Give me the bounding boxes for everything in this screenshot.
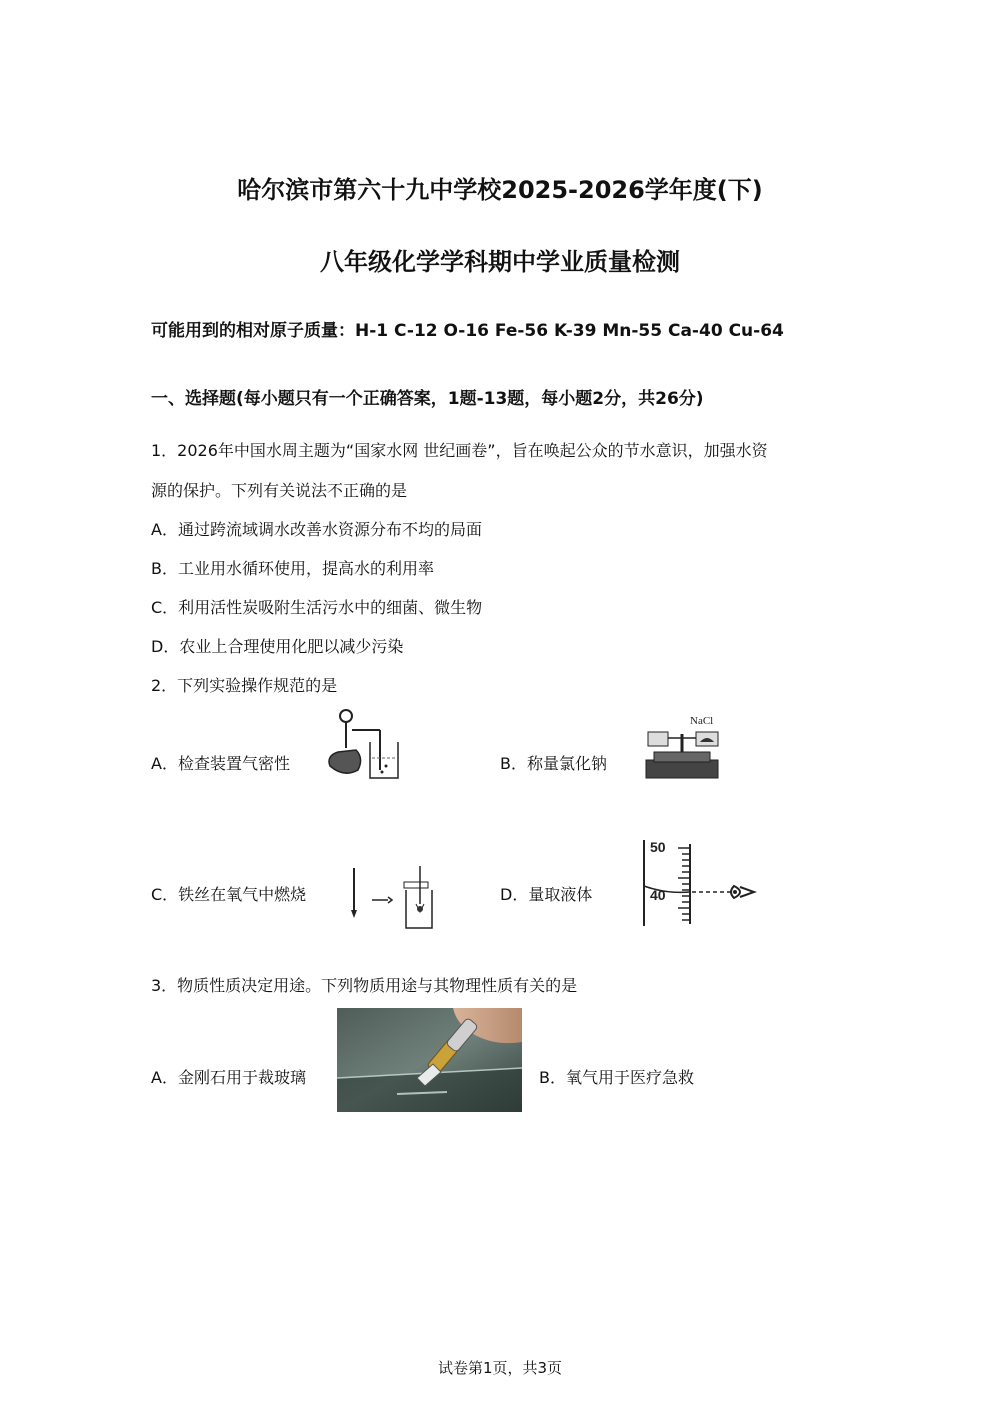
q2-option-d: D．量取液体 xyxy=(500,885,593,904)
q1-stem-line2: 源的保护。下列有关说法不正确的是 xyxy=(151,481,408,500)
q3-option-a: A．金刚石用于裁玻璃 xyxy=(151,1068,306,1087)
page-footer: 试卷第1页，共3页 xyxy=(437,1359,563,1377)
airtightness-check-figure xyxy=(322,708,404,782)
q1-option-d: D．农业上合理使用化肥以减少污染 xyxy=(151,637,404,656)
q1-option-c: C．利用活性炭吸附生活污水中的细菌、微生物 xyxy=(151,598,483,617)
exam-title: 哈尔滨市第六十九中学校2025-2026学年度(下) xyxy=(237,176,763,204)
q1-option-b: B．工业用水循环使用，提高水的利用率 xyxy=(151,559,434,578)
q3-stem: 3．物质性质决定用途。下列物质用途与其物理性质有关的是 xyxy=(151,976,578,995)
graduated-cylinder-figure xyxy=(636,836,760,928)
q2-option-a: A．检查装置气密性 xyxy=(151,754,290,773)
iron-wire-combustion-figure xyxy=(346,864,438,932)
q1-stem-line1: 1．2026年中国水周主题为“国家水网 世纪画卷”，旨在唤起公众的节水意识，加强水资 xyxy=(151,441,768,460)
q2-option-b: B．称量氯化钠 xyxy=(500,754,607,773)
atomic-mass-line: 可能用到的相对原子质量：H-1 C-12 O-16 Fe-56 K-39 Mn-55 Ca-40 Cu-64 xyxy=(151,321,784,341)
section-heading: 一、选择题(每小题只有一个正确答案，1题-13题，每小题2分，共26分) xyxy=(151,389,704,409)
cylinder-mark-40: 40 xyxy=(650,887,666,903)
exam-subtitle: 八年级化学学科期中学业质量检测 xyxy=(320,248,680,276)
glass-cutting-photo xyxy=(337,1008,522,1112)
q2-stem: 2．下列实验操作规范的是 xyxy=(151,676,338,695)
nacl-label: NaCl xyxy=(690,715,714,727)
q2-option-c: C．铁丝在氧气中燃烧 xyxy=(151,885,307,904)
q3-option-b: B．氧气用于医疗急救 xyxy=(539,1068,694,1087)
balance-nacl-figure xyxy=(640,712,724,782)
q1-option-a: A．通过跨流域调水改善水资源分布不均的局面 xyxy=(151,520,482,539)
cylinder-mark-50: 50 xyxy=(650,839,666,855)
